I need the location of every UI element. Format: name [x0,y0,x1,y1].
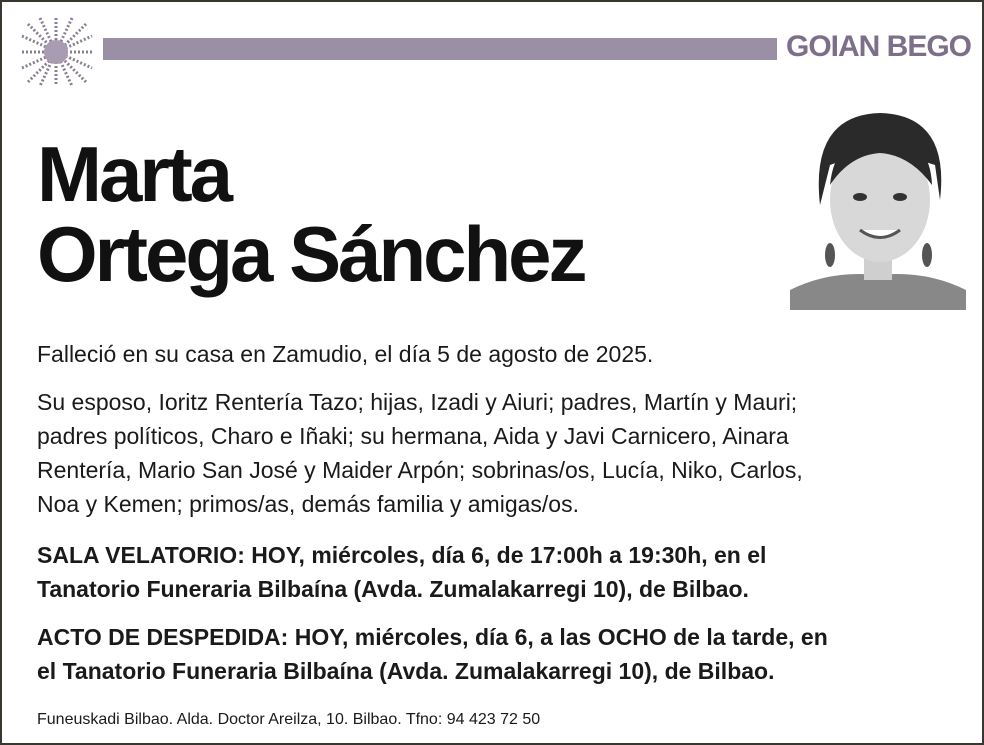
text-line: ACTO DE DESPEDIDA: HOY, miércoles, día 6, a las OCHO de la tarde, en [37,624,828,650]
family-paragraph [37,385,803,521]
wake-paragraph [37,538,766,606]
text-line: Falleció en su casa en Zamudio, el día 5 de agosto de 2025. [37,341,654,367]
text-line: Noa y Kemen; primos/as, demás familia y amigas/os. [37,491,579,517]
text-line: Rentería, Mario San José y Maider Arpón; sobrinas/os, Lucía, Niko, Carlos, [37,457,803,483]
portrait-photo [790,105,966,310]
deceased-first-name: Marta [37,130,231,218]
text-line: padres políticos, Charo e Iñaki; su hermana, Aida y Javi Carnicero, Ainara [37,423,789,449]
text-line: SALA VELATORIO: HOY, miércoles, día 6, de 17:00h a 19:30h, en el [37,542,767,568]
brand-name: GOIAN BEGO [786,30,972,63]
header-bar [103,38,777,60]
farewell-paragraph [37,620,828,688]
flower-logo-icon [14,12,98,92]
text-line: Su esposo, Ioritz Rentería Tazo; hijas, Izadi y Aiuri; padres, Martín y Mauri; [37,389,798,415]
deceased-surnames: Ortega Sánchez [37,210,585,298]
text-line: el Tanatorio Funeraria Bilbaína (Avda. Zumalakarregi 10), de Bilbao. [37,658,775,684]
funeral-home-footer: Funeuskadi Bilbao. Alda. Doctor Areilza, 10. Bilbao. Tfno: 94 423 72 50 [37,711,541,728]
text-line: Tanatorio Funeraria Bilbaína (Avda. Zumalakarregi 10), de Bilbao. [37,576,749,602]
death-notice-paragraph [37,337,653,371]
